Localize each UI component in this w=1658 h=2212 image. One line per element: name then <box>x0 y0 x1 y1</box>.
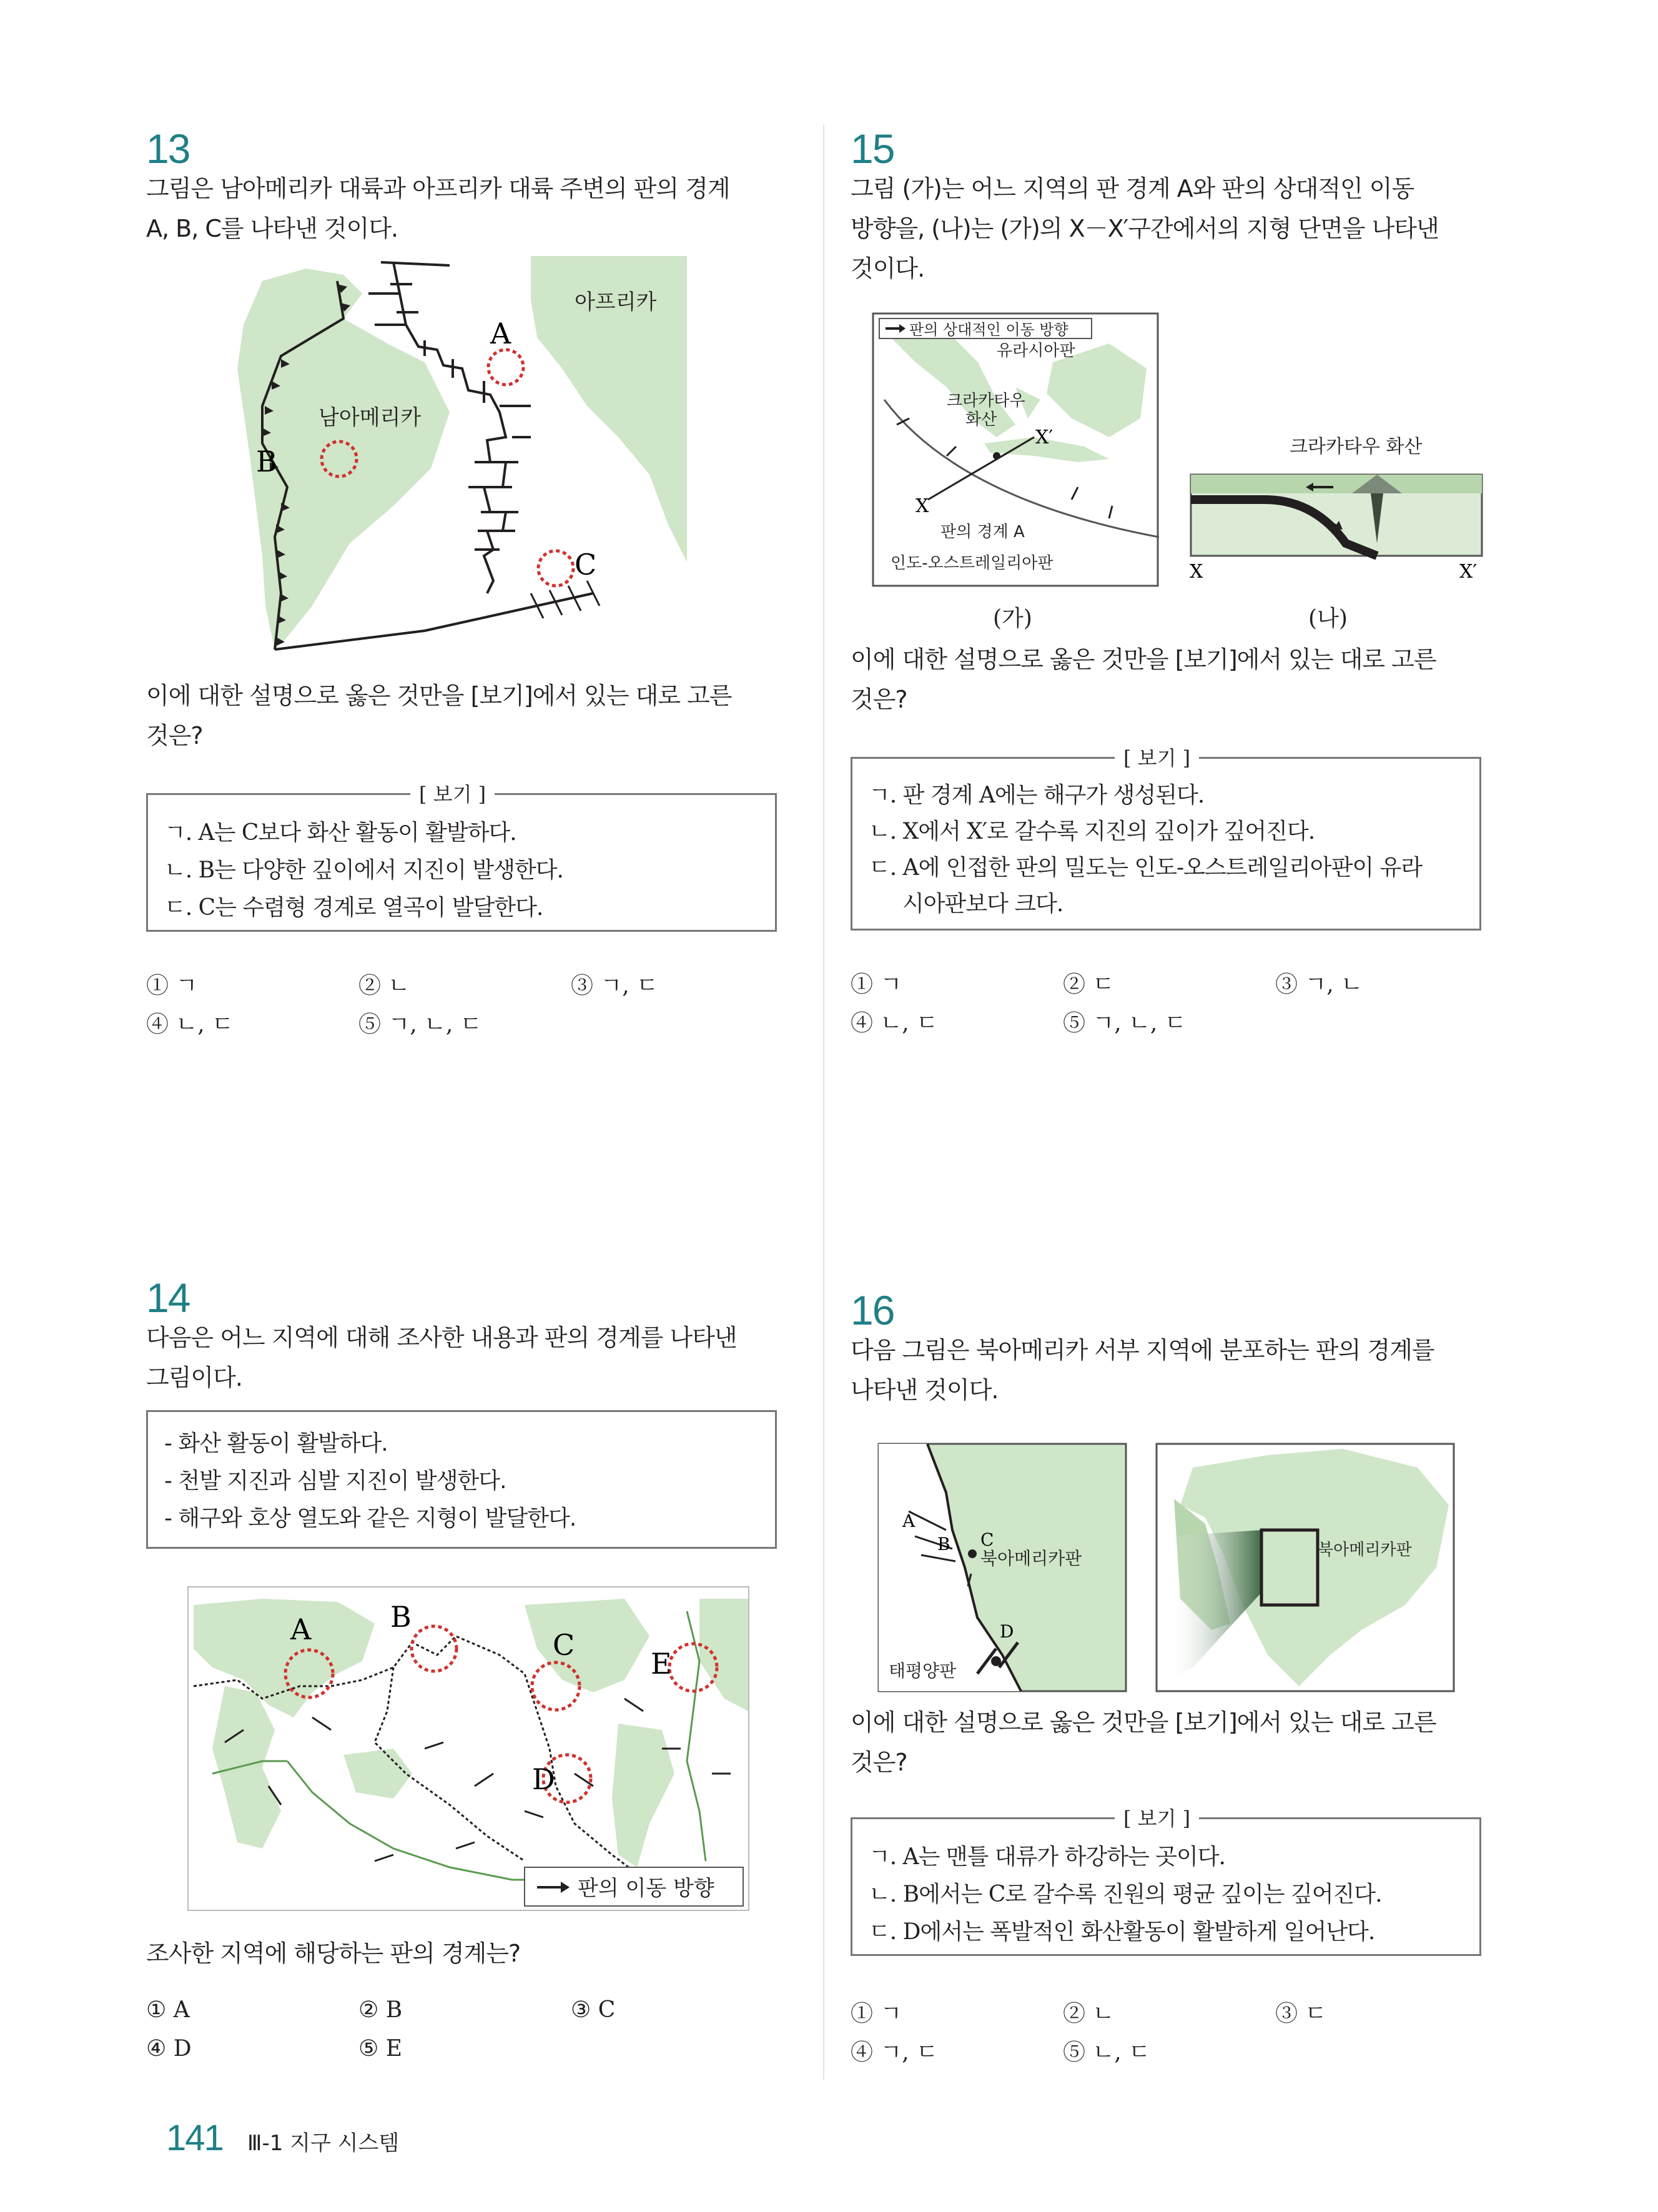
q15-option-3[interactable]: ③ ㄱ, ㄴ <box>1275 972 1363 997</box>
label-A: A <box>902 1511 915 1531</box>
q14-number: 14 <box>146 1275 190 1321</box>
q16-item: ㄱ. A는 맨틀 대류가 하강하는 곳이다. <box>869 1844 1225 1870</box>
q16-item: ㄴ. B에서는 C로 갈수록 진원의 평균 깊이는 깊어진다. <box>869 1882 1382 1907</box>
label-E: E <box>651 1647 672 1681</box>
q13-item: ㄷ. C는 수렴형 경계로 열곡이 발달한다. <box>164 895 543 921</box>
q16-question-line1: 이에 대한 설명으로 옳은 것만을 [보기]에서 있는 대로 고른 <box>851 1709 1436 1736</box>
q14-fact: - 화산 활동이 활발하다. <box>164 1431 388 1456</box>
q13-item: ㄴ. B는 다양한 깊이에서 지진이 발생한다. <box>164 857 563 883</box>
q16-bogi-title: [ 보기 ] <box>1115 1803 1199 1832</box>
q13-question-line1: 이에 대한 설명으로 옳은 것만을 [보기]에서 있는 대로 고른 <box>146 682 732 709</box>
q13-stem-line2: A, B, C를 나타낸 것이다. <box>146 215 398 242</box>
q14-option-2[interactable]: ② B <box>358 1997 403 2023</box>
q15-question-line1: 이에 대한 설명으로 옳은 것만을 [보기]에서 있는 대로 고른 <box>851 646 1436 673</box>
q14-stem-line1: 다음은 어느 지역에 대해 조사한 내용과 판의 경계를 나타낸 <box>146 1324 737 1351</box>
q15-stem-line1: 그림 (가)는 어느 지역의 판 경계 A와 판의 상대적인 이동 <box>851 175 1414 202</box>
q16-item: ㄷ. D에서는 폭발적인 화산활동이 활발하게 일어난다. <box>869 1919 1375 1945</box>
q16-option-5[interactable]: ⑤ ㄴ, ㄷ <box>1063 2040 1150 2065</box>
q16-map-right <box>1155 1443 1455 1692</box>
q13-option-2[interactable]: ② ㄴ <box>358 973 410 999</box>
q15-option-1[interactable]: ① ㄱ <box>851 972 902 997</box>
label-C: C <box>553 1628 575 1662</box>
label-B: B <box>256 445 277 478</box>
label-D: D <box>532 1762 555 1796</box>
label-D: D <box>1000 1621 1014 1642</box>
q15-item: ㄴ. X에서 X′로 갈수록 지진의 깊이가 깊어진다. <box>869 819 1315 844</box>
q15-number: 15 <box>851 126 894 172</box>
q13-number: 13 <box>146 126 190 172</box>
label-X-prime: X′ <box>1035 427 1054 448</box>
q15-stem-line3: 것이다. <box>851 255 925 282</box>
label-X: X <box>915 495 929 517</box>
q16-option-1[interactable]: ① ㄱ <box>851 2001 902 2027</box>
q14-world-map <box>187 1586 749 1911</box>
column-divider <box>823 125 824 2080</box>
label-africa: 아프리카 <box>575 290 657 315</box>
label-B: B <box>390 1600 412 1634</box>
q15-item: ㄷ. A에 인접한 판의 밀도는 인도-오스트레일리아판이 유라 <box>869 855 1423 881</box>
label-A: A <box>490 317 511 350</box>
label-indo-australian-plate: 인도-오스트레일리아판 <box>891 554 1054 573</box>
q13-option-4[interactable]: ④ ㄴ, ㄷ <box>146 1012 234 1037</box>
q16-option-3[interactable]: ③ ㄷ <box>1275 2001 1327 2027</box>
q15-stem-line2: 방향을, (나)는 (가)의 X－X′구간에서의 지형 단면을 나타낸 <box>851 215 1439 242</box>
q14-option-3[interactable]: ③ C <box>571 1997 616 2023</box>
label-boundary-A: 판의 경계 A <box>940 523 1025 541</box>
label-X-prime: X′ <box>1459 561 1478 581</box>
label-north-american-plate-2: 북아메리카판 <box>1318 1541 1412 1559</box>
label-eurasia-plate: 유라시아판 <box>997 342 1075 360</box>
q13-option-1[interactable]: ① ㄱ <box>146 973 198 999</box>
section-title: Ⅲ-1 지구 시스템 <box>247 2131 400 2156</box>
q14-question: 조사한 지역에 해당하는 판의 경계는? <box>146 1940 521 1967</box>
label-B: B <box>937 1534 950 1554</box>
q15-option-4[interactable]: ④ ㄴ, ㄷ <box>851 1010 938 1036</box>
q14-fact: - 천발 지진과 심발 지진이 발생한다. <box>164 1468 506 1494</box>
q14-fact: - 해구와 호상 열도와 같은 지형이 발달한다. <box>164 1506 576 1531</box>
q15-option-2[interactable]: ② ㄷ <box>1063 972 1115 997</box>
q15-question-line2: 것은? <box>851 686 907 713</box>
label-krakatau: 크라카타우 <box>947 392 1025 410</box>
q14-option-1[interactable]: ① A <box>146 1997 190 2023</box>
label-pacific-plate: 태평양판 <box>889 1661 957 1681</box>
q16-number: 16 <box>851 1287 894 1333</box>
q15-cross-section-na <box>1190 431 1483 581</box>
label-volcano: 화산 <box>965 410 997 429</box>
q13-question-line2: 것은? <box>146 722 203 749</box>
q16-stem-line2: 나타낸 것이다. <box>851 1376 999 1404</box>
label-C: C <box>980 1529 994 1550</box>
legend-label: 판의 상대적인 이동 방향 <box>909 321 1068 338</box>
q13-bogi-title: [ 보기 ] <box>410 779 495 807</box>
q16-option-4[interactable]: ④ ㄱ, ㄷ <box>851 2040 938 2065</box>
label-south-america: 남아메리카 <box>318 405 422 430</box>
label-X: X <box>1190 561 1203 581</box>
legend-label: 판의 이동 방향 <box>578 1876 714 1901</box>
q14-option-4[interactable]: ④ D <box>146 2036 192 2061</box>
q14-facts-box <box>146 1410 777 1549</box>
q14-stem-line2: 그림이다. <box>146 1364 242 1391</box>
q15-caption-na: (나) <box>1308 606 1348 631</box>
q16-option-2[interactable]: ② ㄴ <box>1063 2001 1115 2027</box>
q15-item-cont: 시아판보다 크다. <box>902 891 1063 917</box>
label-A: A <box>290 1612 312 1646</box>
label-C: C <box>575 548 597 581</box>
q15-caption-ga: (가) <box>993 606 1032 631</box>
q16-stem-line1: 다음 그림은 북아메리카 서부 지역에 분포하는 판의 경계를 <box>851 1336 1434 1364</box>
q15-map-ga <box>872 312 1159 587</box>
q14-option-5[interactable]: ⑤ E <box>358 2036 402 2061</box>
q15-bogi-box <box>851 746 1481 931</box>
q16-map-left <box>877 1443 1127 1692</box>
q13-plate-map <box>237 256 687 662</box>
q15-bogi-title: [ 보기 ] <box>1115 743 1199 771</box>
q15-item: ㄱ. 판 경계 A에는 해구가 생성된다. <box>869 783 1205 808</box>
q13-stem-line1: 그림은 남아메리카 대륙과 아프리카 대륙 주변의 판의 경계 <box>146 175 730 202</box>
label-krakatau-volcano: 크라카타우 화산 <box>1290 436 1423 458</box>
q16-bogi-box <box>851 1807 1481 1956</box>
q13-option-5[interactable]: ⑤ ㄱ, ㄴ, ㄷ <box>358 1012 482 1037</box>
q13-option-3[interactable]: ③ ㄱ, ㄷ <box>571 973 658 999</box>
page-number: 141 <box>166 2118 223 2158</box>
q15-option-5[interactable]: ⑤ ㄱ, ㄴ, ㄷ <box>1063 1010 1187 1036</box>
q16-question-line2: 것은? <box>851 1749 907 1776</box>
label-north-american-plate: 북아메리카판 <box>980 1548 1082 1569</box>
q13-bogi-box <box>146 783 777 932</box>
q13-item: ㄱ. A는 C보다 화산 활동이 활발하다. <box>164 820 516 846</box>
